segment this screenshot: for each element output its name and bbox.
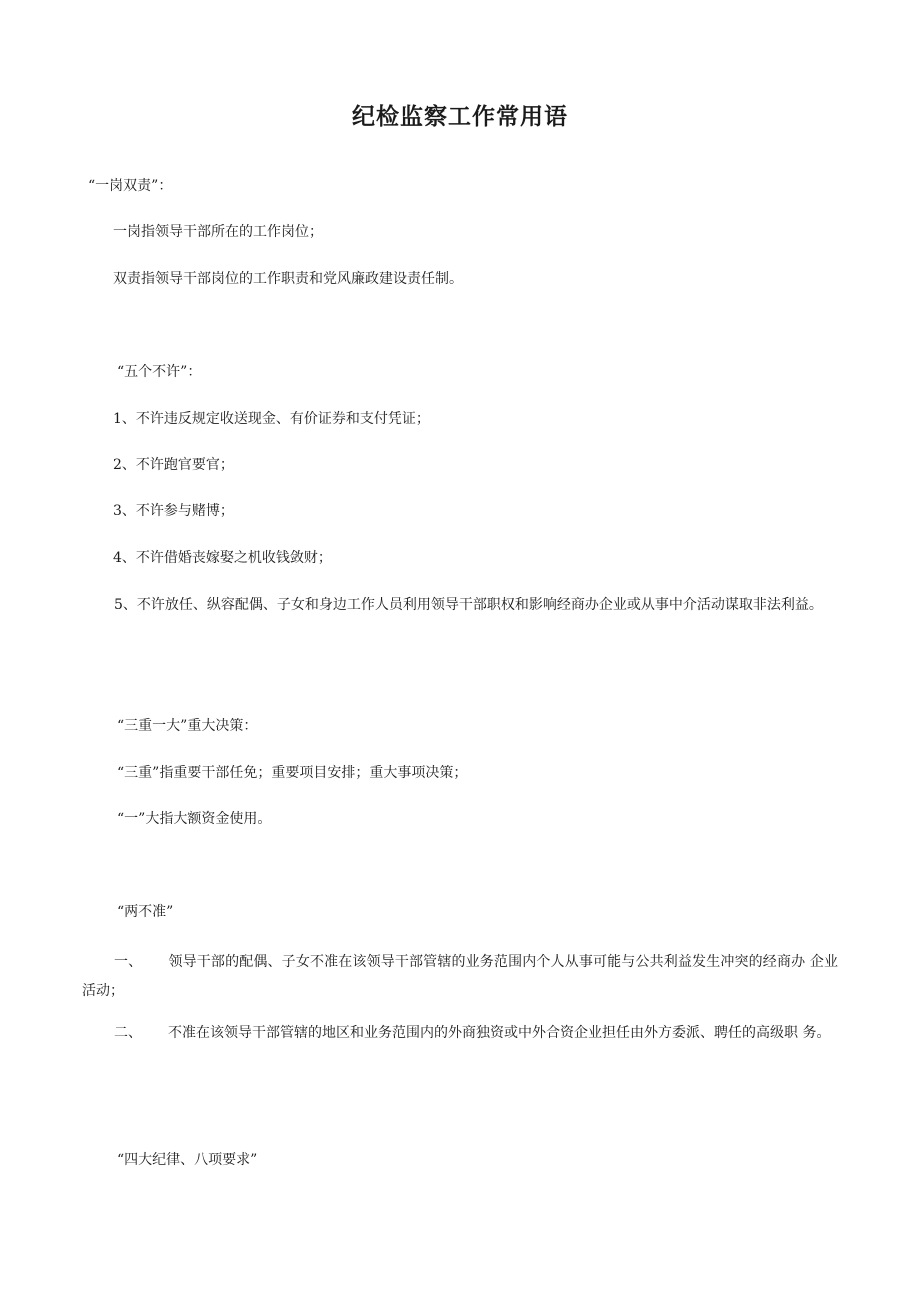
list-item-text: 领导干部的配偶、子女不准在该领导干部管辖的业务范围内个人从事可能与公共利益发生冲突的经商办 企业活动； — [82, 954, 839, 999]
section-line: 一岗指领导干部所在的工作岗位； — [113, 224, 323, 240]
section-heading-sida-jilv: “四大纪律、八项要求” — [117, 1152, 258, 1168]
section-heading-wuge-buxu: “五个不许”： — [117, 364, 202, 380]
list-item: 1、不许违反规定收送现金、有价证券和支付凭证； — [113, 411, 430, 427]
list-item: 4、不许借婚丧嫁娶之机收钱敛财； — [113, 550, 332, 566]
list-item-text: 不准在该领导干部管辖的地区和业务范围内的外商独资或中外合资企业担任由外方委派、聘任的高级职 务。 — [168, 1025, 831, 1041]
list-item — [82, 948, 838, 1006]
list-item: 3、不许参与赌博； — [113, 503, 234, 519]
list-marker: 一、 — [114, 954, 143, 970]
section-heading-sanzhong-yida: “三重一大”重大决策： — [117, 718, 258, 734]
section-heading-liang-buzhun: “两不准” — [117, 904, 174, 920]
section-line: “一”大指大额资金使用。 — [117, 811, 272, 827]
list-item — [82, 1019, 838, 1048]
section-line: “三重”指重要干部任免；重要项目安排；重大事项决策； — [117, 765, 468, 781]
document-title: 纪检监察工作常用语 — [352, 104, 568, 130]
list-item: 5、不许放任、纵容配偶、子女和身边工作人员利用领导干部职权和影响经商办企业或从事中介活动谋取非法利益。 — [114, 597, 823, 613]
section-line: 双责指领导干部岗位的工作职责和党风廉政建设责任制。 — [113, 271, 463, 287]
list-marker: 二、 — [114, 1025, 142, 1041]
section-heading-yigang-shuangze: “一岗双责”： — [88, 178, 173, 194]
list-item: 2、不许跑官要官； — [113, 457, 234, 473]
